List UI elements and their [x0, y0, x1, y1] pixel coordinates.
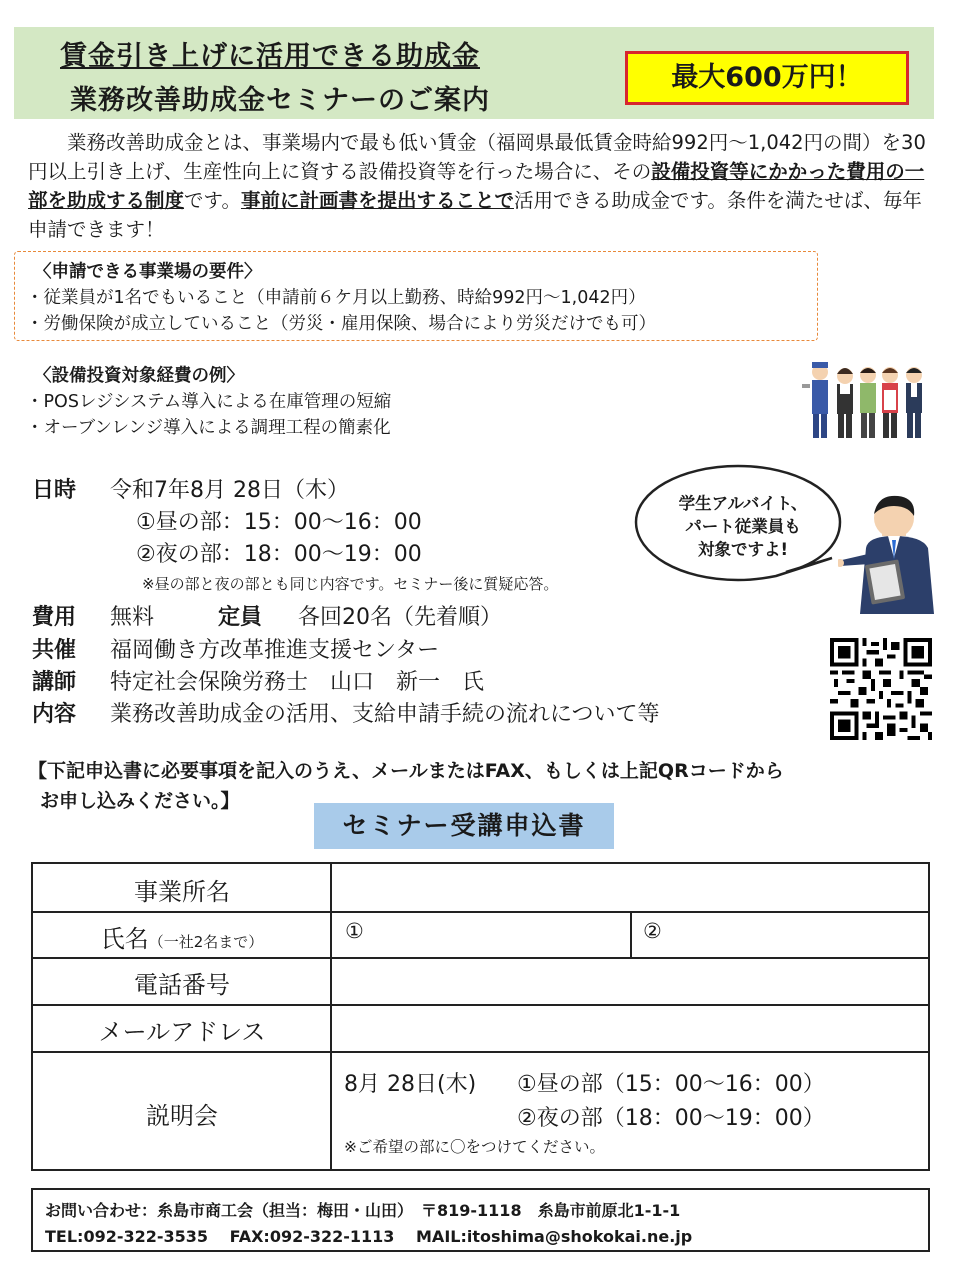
schedule-note: ※昼の部と夜の部とも同じ内容です。セミナー後に質疑応答。	[142, 575, 559, 593]
session-option-1[interactable]: ①昼の部（15：00～16：00）	[517, 1072, 825, 1097]
email-field[interactable]	[333, 1006, 928, 1050]
capacity-value: 各回20名（先着順）	[298, 605, 502, 630]
name-field-1[interactable]	[345, 919, 625, 949]
fee-label: 費用	[32, 605, 77, 630]
office-name-field[interactable]	[333, 864, 928, 910]
bubble-line2: パート従業員も	[685, 517, 801, 536]
max-amount-badge: 最大600万円！	[625, 51, 909, 105]
session2-time: ②夜の部：18：00～19：00	[136, 542, 422, 567]
name-slot1-mark: ①	[345, 919, 364, 943]
host-value: 福岡働き方改革推進支援センター	[110, 638, 440, 663]
requirement-item: ・従業員が1名でもいること（申請前６ケ月以上勤務、時給992円～1,042円）	[26, 288, 646, 308]
content-value: 業務改善助成金の活用、支給申請手続の流れについて等	[110, 702, 660, 727]
form-divider	[33, 911, 928, 913]
form-divider	[33, 1051, 928, 1053]
examples-heading: 〈設備投資対象経費の例〉	[34, 366, 244, 386]
contact-line1: お問い合わせ：糸島市商工会（担当：梅田・山田） 〒819-1118 糸島市前原北1-1-1	[45, 1201, 681, 1220]
name-slot2-mark: ②	[643, 919, 662, 943]
contact-footer	[31, 1188, 930, 1252]
fee-value: 無料	[110, 605, 155, 630]
form-title: セミナー受講申込書	[314, 803, 614, 849]
host-row	[32, 633, 439, 664]
bubble-line3: 対象ですよ!	[697, 540, 789, 559]
bubble-text	[668, 492, 818, 561]
date-label: 日時	[32, 478, 77, 503]
session-note: ※ご希望の部に〇をつけてください。	[344, 1138, 605, 1156]
name-note: （一社2名まで）	[148, 933, 264, 951]
name-field-2[interactable]	[643, 919, 923, 949]
session1-time: ①昼の部：15：00～16：00	[136, 510, 422, 535]
intro-bold2: 事前に計画書を提出することで	[240, 189, 514, 212]
fee-row	[32, 600, 502, 631]
capacity-label: 定員	[218, 605, 263, 630]
name-label: 氏名	[100, 925, 149, 953]
schedule-date-row	[32, 473, 349, 504]
application-note-line2: お申し込みください。】	[40, 790, 240, 812]
lecturer-row	[32, 665, 484, 696]
phone-field[interactable]	[333, 959, 928, 1003]
requirement-item: ・労働保険が成立していること（労災・雇用保険、場合により労災だけでも可）	[26, 314, 656, 334]
bubble-line1: 学生アルバイト、	[678, 494, 808, 513]
title-line1: 賃金引き上げに活用できる助成金	[60, 41, 480, 72]
contact-line2: TEL:092-322-3535 FAX:092-322-1113 MAIL:itoshima@shokokai.ne.jp	[45, 1227, 693, 1246]
intro-part2: です。	[184, 189, 241, 212]
content-row	[32, 697, 660, 728]
qr-code	[830, 638, 932, 740]
intro-part3: 活用できる助成金です。条件を満たせば、毎年申請できます！	[28, 189, 922, 241]
lecturer-label: 講師	[32, 670, 77, 695]
application-note-line1: 【下記申込書に必要事項を記入のうえ、メールまたはFAX、もしくは上記QRコードから	[28, 760, 784, 782]
lecturer-value: 特定社会保険労務士 山口 新一 氏	[110, 670, 485, 695]
intro-bold1: 設備投資等にかかった費用の一部を助成する制度	[28, 160, 925, 212]
businessman-pointing-illustration	[838, 488, 942, 614]
intro-part1: 業務改善助成金とは、事業場内で最も低い賃金（福岡県最低賃金時給992円～1,042円の間）を30円以上引き上げ、生産性向上に資する設備投資等を行った場合に、その	[28, 131, 926, 183]
office-name-label: 事業所名	[134, 878, 230, 906]
form-divider	[630, 911, 632, 957]
intro-paragraph	[28, 128, 934, 244]
content-label: 内容	[32, 702, 77, 727]
staff-group-illustration	[800, 360, 932, 442]
session-label: 説明会	[146, 1102, 218, 1130]
example-item: ・オーブンレンジ導入による調理工程の簡素化	[26, 418, 391, 438]
example-item: ・POSレジシステム導入による在庫管理の短縮	[26, 392, 392, 412]
session-option-2[interactable]: ②夜の部（18：00～19：00）	[517, 1106, 825, 1131]
title-line2: 業務改善助成金セミナーのご案内	[70, 85, 490, 116]
name-label-cell	[33, 919, 331, 954]
phone-label: 電話番号	[134, 971, 230, 999]
session-date: 8月 28日(木)	[344, 1072, 477, 1097]
email-label: メールアドレス	[98, 1018, 266, 1046]
application-form	[31, 862, 930, 1171]
date-value: 令和7年8月 28日（木）	[110, 478, 349, 503]
host-label: 共催	[32, 638, 77, 663]
requirements-heading: 〈申請できる事業場の要件〉	[34, 262, 262, 282]
